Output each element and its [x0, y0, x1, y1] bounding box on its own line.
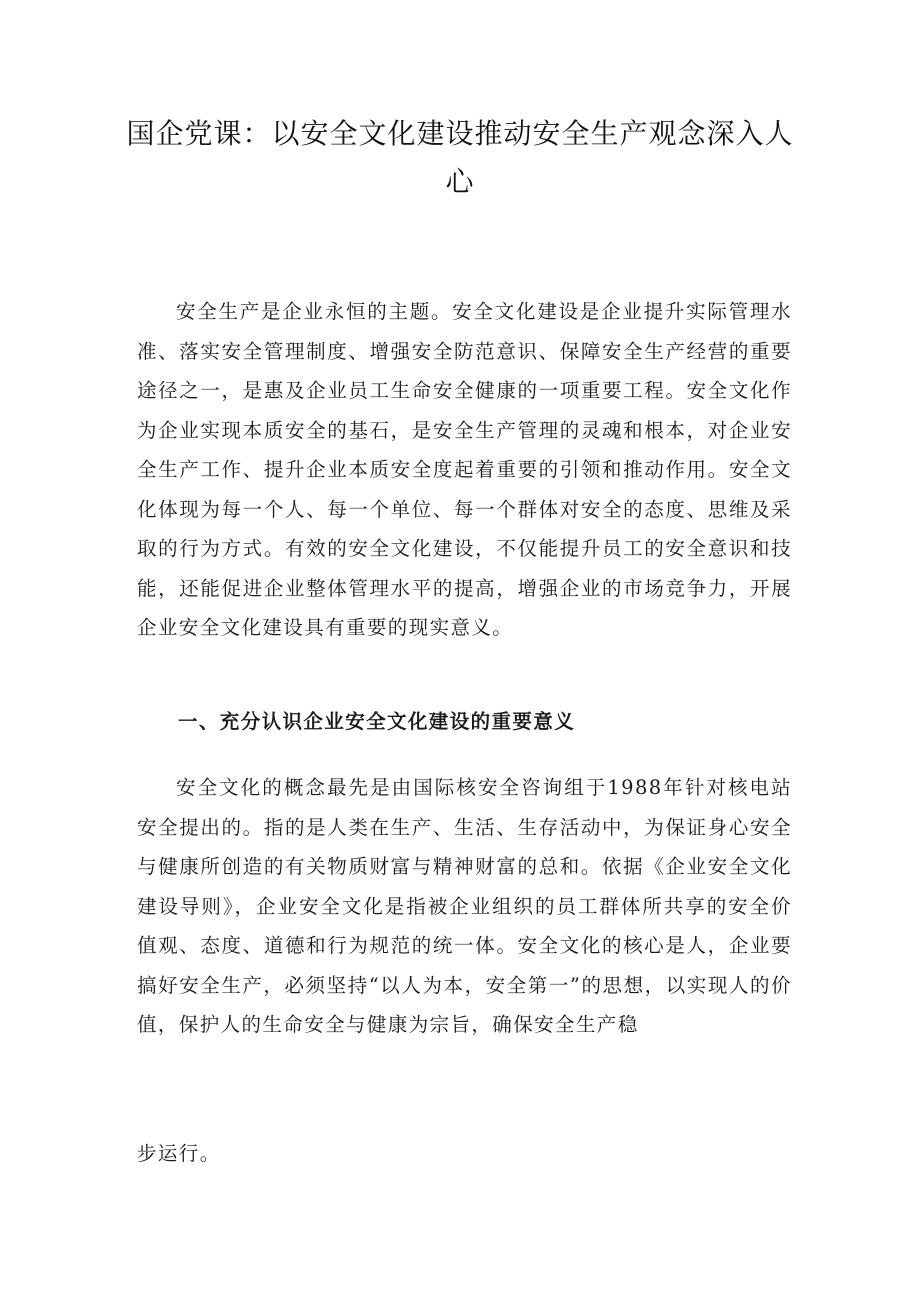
section-heading: 一、充分认识企业安全文化建设的重要意义	[178, 710, 576, 733]
paragraph-continuation: 步运行。	[137, 1142, 221, 1165]
document-title: 国企党课：以安全文化建设推动安全生产观念深入人心	[126, 117, 794, 198]
paragraph-intro: 安全生产是企业永恒的主题。安全文化建设是企业提升实际管理水准、落实安全管理制度、增强安全防范意识、保障安全生产经营的重要途径之一，是惠及企业员工生命安全健康的一项重要工程。安全文化作为企业实现本质安全的基石，是安全生产管理的灵魂和根本，对企业安全生产工作、提升企业本质安全度起着重要的引领和推动作用。安全文化体现为每一个人、每一个单位、每一个群体对安全的态度、思维及采取的行为方式。有效的安全文化建设，不仅能提升员工的安全意识和技能，还能促进企业整体管理水平的提高，增强企业的市场竞争力，开展企业安全文化建设具有重要的现实意义。	[137, 300, 792, 639]
paragraph-safety-culture-concept: 安全文化的概念最先是由国际核安全咨询组于1988年针对核电站安全提出的。指的是人类在生产、生活、生存活动中，为保证身心安全与健康所创造的有关物质财富与精神财富的总和。依据《企业安全文化建设导则》，企业安全文化是指被企业组织的员工群体所共享的安全价值观、态度、道德和行为规范的统一体。安全文化的核心是人，企业要搞好安全生产，必须坚持“以人为本，安全第一”的思想，以实现人的价值，保护人的生命安全与健康为宗旨，确保安全生产稳	[137, 776, 792, 1036]
